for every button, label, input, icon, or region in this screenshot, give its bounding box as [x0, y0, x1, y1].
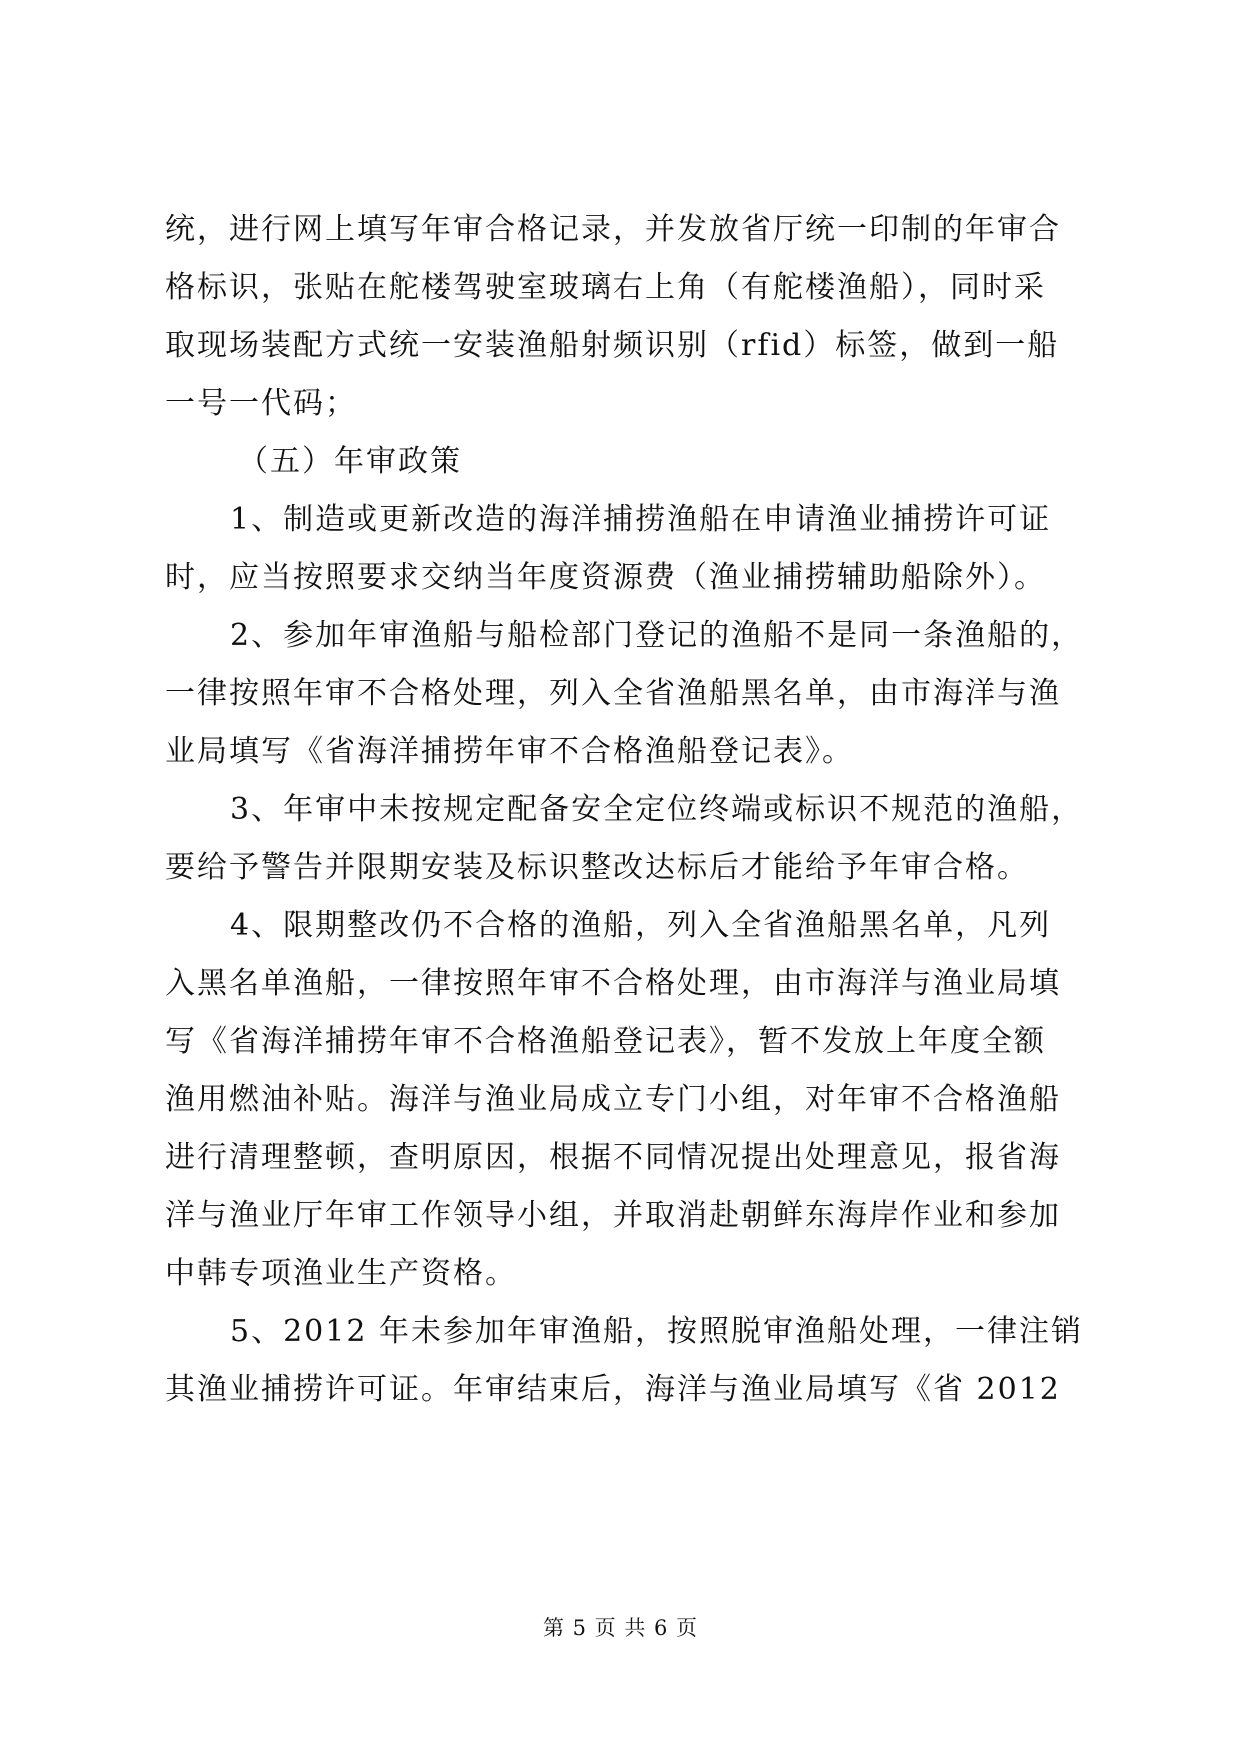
body-line: 进行清理整顿，查明原因，根据不同情况提出处理意见，报省海: [165, 1140, 1061, 1175]
body-line: 一号一代码；: [165, 386, 357, 421]
body-line: 要给予警告并限期安装及标识整改达标后才能给予年审合格。: [165, 850, 1029, 885]
body-line: 5、2012 年未参加年审渔船，按照脱审渔船处理，一律注销: [230, 1314, 1083, 1349]
body-line: 时，应当按照要求交纳当年度资源费（渔业捕捞辅助船除外）。: [165, 560, 1046, 595]
body-line: 取现场装配方式统一安装渔船射频识别（rfid）标签，做到一船: [165, 328, 1060, 363]
body-line: 洋与渔业厅年审工作领导小组，并取消赴朝鲜东海岸作业和参加: [165, 1198, 1061, 1233]
body-line: 中韩专项渔业生产资格。: [165, 1256, 517, 1291]
body-line: 其渔业捕捞许可证。年审结束后，海洋与渔业局填写《省 2012: [165, 1372, 1061, 1407]
page-footer: 第 5 页 共 6 页: [542, 1616, 699, 1640]
body-line: 4、限期整改仍不合格的渔船，列入全省渔船黑名单，凡列: [230, 908, 1052, 943]
body-line: 统，进行网上填写年审合格记录，并发放省厅统一印制的年审合: [165, 212, 1061, 247]
body-line: 一律按照年审不合格处理，列入全省渔船黑名单，由市海洋与渔: [165, 676, 1061, 711]
body-line: 1、制造或更新改造的海洋捕捞渔船在申请渔业捕捞许可证: [230, 502, 1052, 537]
body-line: 入黑名单渔船，一律按照年审不合格处理，由市海洋与渔业局填: [165, 966, 1061, 1001]
body-line: 业局填写《省海洋捕捞年审不合格渔船登记表》。: [165, 734, 854, 769]
section-heading: （五）年审政策: [238, 444, 462, 479]
body-line: 格标识，张贴在舵楼驾驶室玻璃右上角（有舵楼渔船），同时采: [165, 270, 1046, 305]
body-line: 写《省海洋捕捞年审不合格渔船登记表》，暂不发放上年度全额: [165, 1024, 1046, 1059]
body-line: 渔用燃油补贴。海洋与渔业局成立专门小组，对年审不合格渔船: [165, 1082, 1061, 1117]
body-line: 3、年审中未按规定配备安全定位终端或标识不规范的渔船，: [230, 792, 1084, 827]
body-line: 2、参加年审渔船与船检部门登记的渔船不是同一条渔船的，: [230, 618, 1084, 653]
